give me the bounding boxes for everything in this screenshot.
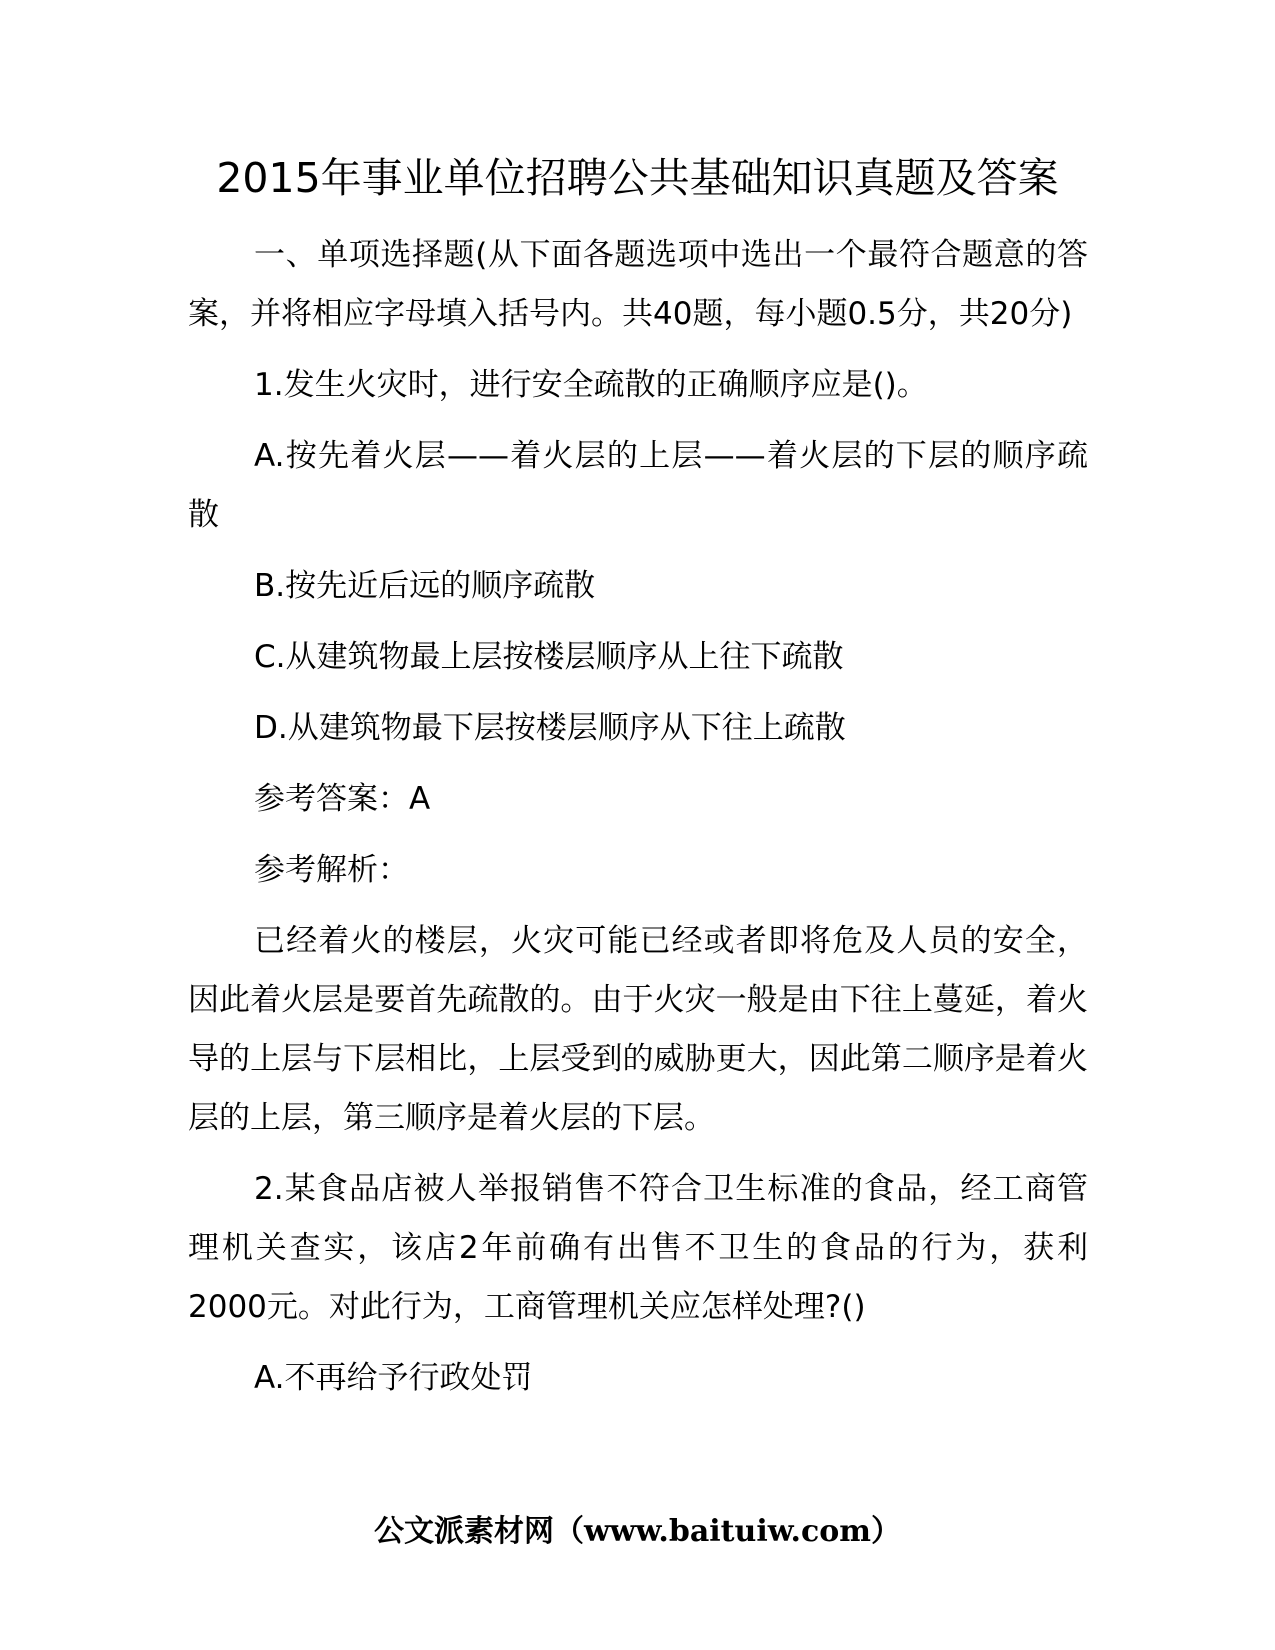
document-title: 2015年事业单位招聘公共基础知识真题及答案 [216,154,1059,202]
question-1-analysis-label: 参考解析： [254,852,409,888]
question-1-option-a: A.按先着火层——着火层的上层——着火层的下层的顺序疏散 [188,438,1088,533]
question-2: 2.某食品店被人举报销售不符合卫生标准的食品，经工商管理机关查实，该店2年前确有出售不卫生的食品的行为，获利2000元。对此行为，工商管理机关应怎样处理?() [188,1171,1088,1325]
question-1: 1.发生火灾时，进行安全疏散的正确顺序应是()。 [254,367,928,403]
question-1-option-b: B.按先近后远的顺序疏散 [254,568,596,604]
question-1-option-c: C.从建筑物最上层按楼层顺序从上往下疏散 [254,639,844,675]
question-1-answer: 参考答案：A [254,781,431,817]
question-2-option-a: A.不再给予行政处罚 [254,1360,533,1396]
page-footer-source: 公文派素材网（www.baituiw.com） [373,1514,902,1549]
section-heading: 一、单项选择题(从下面各题选项中选出一个最符合题意的答案，并将相应字母填入括号内。共40题，每小题0.5分，共20分) [188,237,1088,332]
document-body [188,226,1088,1420]
question-1-analysis-text: 已经着火的楼层，火灾可能已经或者即将危及人员的安全，因此着火层是要首先疏散的。由于火灾一般是由下往上蔓延，着火导的上层与下层相比，上层受到的威胁更大，因此第二顺序是着火层的上层，第三顺序是着火层的下层。 [188,923,1088,1136]
question-1-option-d: D.从建筑物最下层按楼层顺序从下往上疏散 [254,710,846,746]
